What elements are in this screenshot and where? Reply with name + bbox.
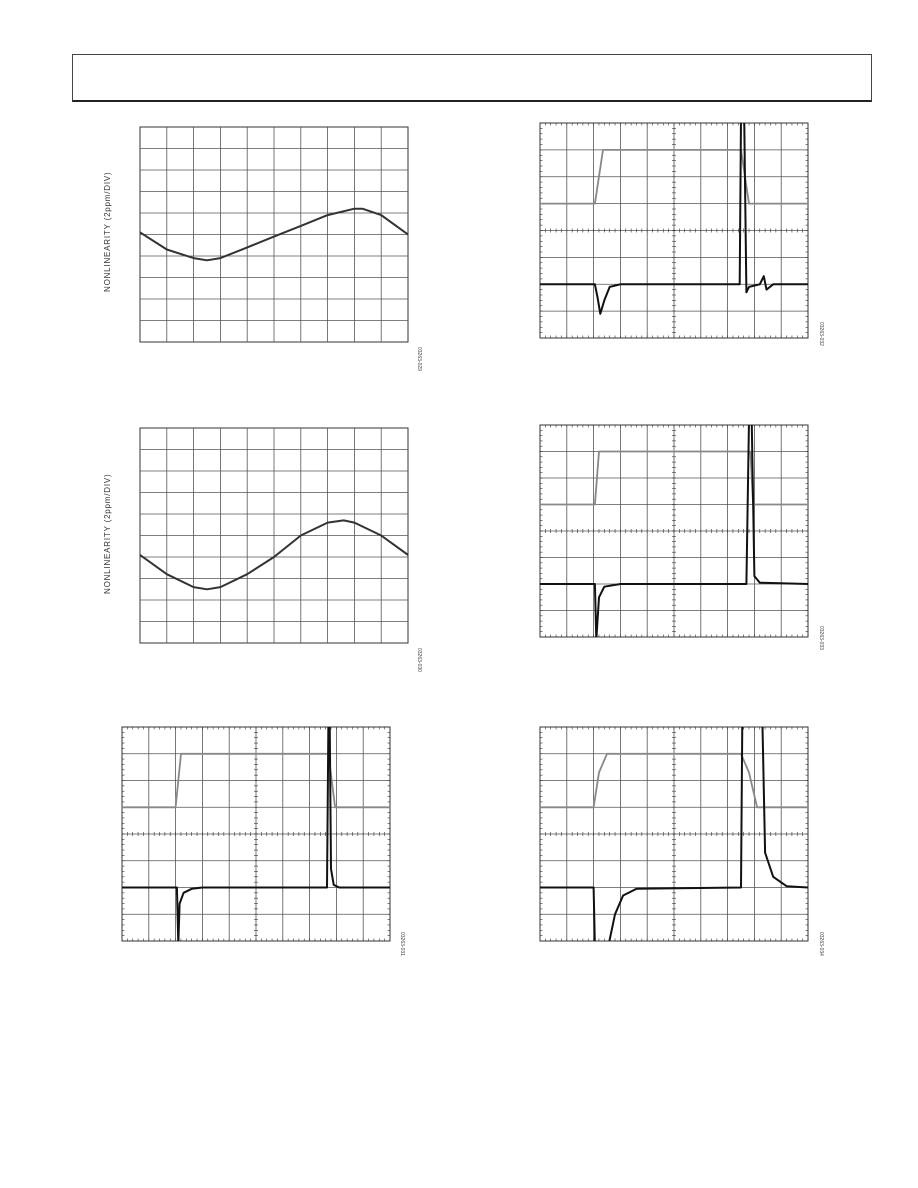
- figure-3-code: 03263-031: [399, 932, 405, 956]
- chart-2: [140, 428, 408, 643]
- figure-5: [540, 425, 808, 637]
- figure-1: [140, 127, 408, 342]
- figure-5-code: 03263-033: [818, 626, 824, 650]
- page-header-box: [72, 54, 872, 102]
- chart-3: [122, 727, 390, 941]
- figure-1-code: 03263-029: [416, 347, 422, 371]
- chart-5: [540, 425, 808, 637]
- figure-2-y-axis-label: NONLINEARITY (2ppm/DIV): [103, 473, 112, 594]
- figure-3: [122, 727, 390, 941]
- figure-6: [540, 727, 808, 941]
- chart-1: [140, 127, 408, 342]
- figure-4: [540, 123, 808, 338]
- chart-6: [540, 727, 808, 941]
- figure-6-code: 03263-034: [818, 932, 824, 956]
- figure-1-y-axis-label: NONLINEARITY (2ppm/DIV): [103, 171, 112, 292]
- figure-2: [140, 428, 408, 643]
- figure-2-code: 03263-030: [416, 648, 422, 672]
- figure-4-code: 03263-032: [818, 322, 824, 346]
- chart-4: [540, 123, 808, 338]
